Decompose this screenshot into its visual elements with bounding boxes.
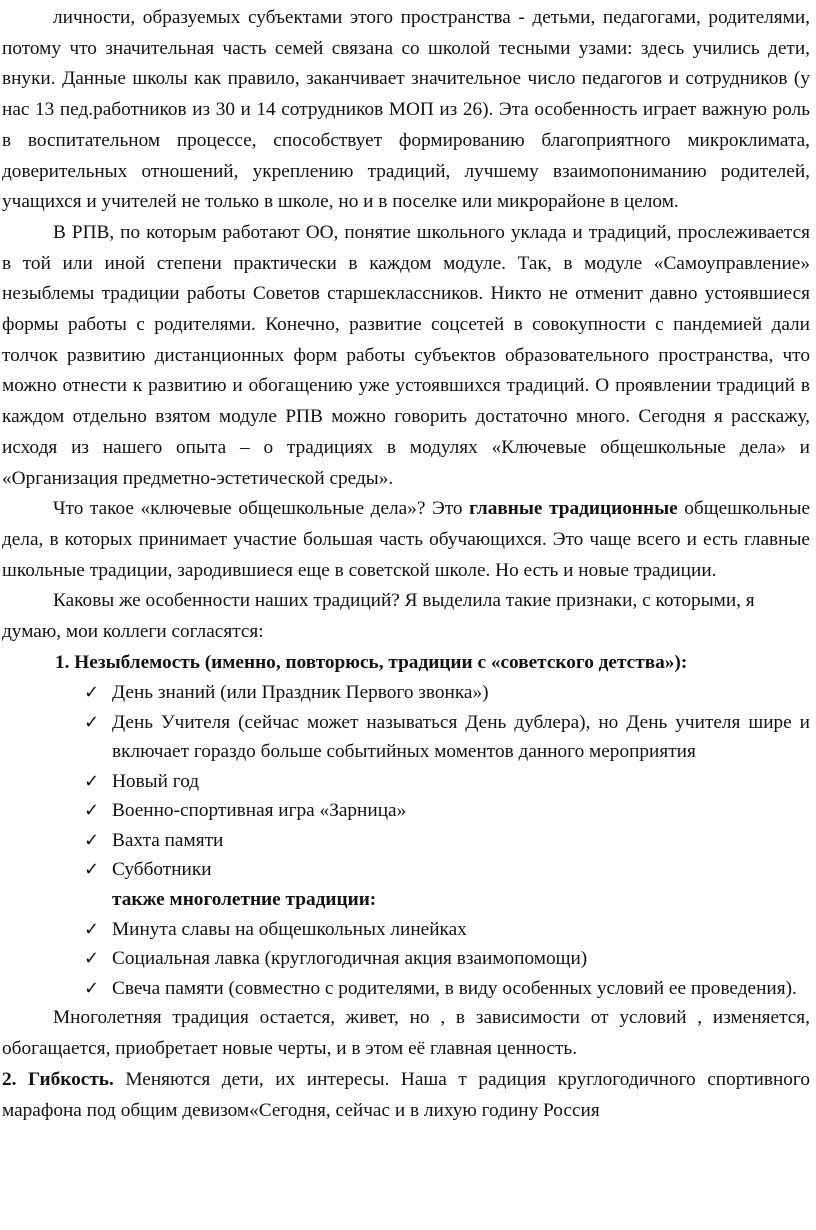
- list-item-text: Минута славы на общешкольных линейках: [112, 918, 467, 940]
- list-item: [84, 767, 810, 797]
- list-item: [84, 915, 810, 945]
- list-item: [84, 855, 810, 885]
- list-item: [84, 708, 810, 767]
- paragraph-flexibility: [2, 1065, 810, 1126]
- subheading-longstanding: также многолетние традиции:: [112, 888, 377, 910]
- list-longstanding-traditions: [2, 915, 810, 1004]
- checkmark-icon: ✓: [84, 682, 100, 704]
- heading-flexibility: 2. Гибкость.: [2, 1068, 114, 1090]
- list-item-text: Военно-спортивная игра «Зарница»: [112, 800, 407, 822]
- paragraph-rpv-modules: В РПВ, по которым работают ОО, понятие школьного уклада и традиций, прослеживается в той или иной степени практически в каждом модуле. Так, в модуле «Самоуправление» незыблемы традиции работы Советов старшеклассников. Никто не отменит давно устоявшиеся формы работы с родителями. Конечно, развитие соцсетей в совокупности с пандемией дали толчок развитию дистанционных форм работы субъектов образовательного пространства, что можно отнести к развитию и обогащению уже устоявшихся традиций. О проявлении традиций в каждом отдельно взятом модуле РПВ можно говорить достаточно много. Сегодня я расскажу, исходя из нашего опыта – о традициях в модулях «Ключевые общешкольные дела» и «Организация предметно-эстетической среды».: [2, 221, 810, 489]
- list-traditions: [2, 678, 810, 885]
- flexibility-text: Меняются дети, их интересы. Наша т радиция круглогодичного спортивного марафона под общим девизом«Сегодня, сейчас и в лихую годину Россия: [2, 1068, 810, 1121]
- checkmark-icon: ✓: [84, 918, 100, 940]
- list-item: [84, 944, 810, 974]
- checkmark-icon: ✓: [84, 948, 100, 970]
- list-item: [84, 678, 810, 708]
- key-events-text-start: Что такое «ключевые общешкольные дела»? Это: [53, 498, 470, 520]
- list-item-text: День знаний (или Праздник Первого звонка»): [112, 682, 489, 704]
- checkmark-icon: ✓: [84, 711, 100, 733]
- key-events-text-end: общешкольные дела, в которых принимает участие большая часть обучающихся. Это чаще всего и есть главные школьные традиции, зародившиеся еще в советской школе. Но есть и новые традиции.: [2, 498, 811, 581]
- paragraph-features-intro: Каковы же особенности наших традиций? Я выделила такие признаки, с которыми, я думаю, мои коллеги согласятся:: [2, 590, 755, 643]
- paragraph-tradition-value: Многолетняя традиция остается, живет, но , в зависимости от условий , изменяется, обогащается, приобретает новые черты, и в этом её главная ценность.: [2, 1007, 810, 1060]
- key-events-bold-phrase: главные традиционные: [469, 498, 678, 520]
- list-item-text: Свеча памяти (совместно с родителями, в виду особенных условий ее проведения).: [112, 977, 797, 999]
- checkmark-icon: ✓: [84, 859, 100, 881]
- checkmark-icon: ✓: [84, 977, 100, 999]
- list-item-text: День Учителя (сейчас может называться День дублера), но День учителя шире и включает гораздо больше событийных моментов данного мероприятия: [112, 711, 810, 763]
- list-item: [84, 974, 810, 1004]
- checkmark-icon: ✓: [84, 829, 100, 851]
- checkmark-icon: ✓: [84, 800, 100, 822]
- paragraph-community: личности, образуемых субъектами этого пространства - детьми, педагогами, родителями, потому что значительная часть семей связана со школой тесными узами: здесь учились дети, внуки. Данные школы как правило, заканчивает значительное число педагогов и сотрудников (у нас 13 пед.работников из 30 и 14 сотрудников МОП из 26). Эта особенность играет важную роль в воспитательном процессе, способствует формированию благоприятного микроклимата, доверительных отношений, укреплению традиций, лучшему взаимопониманию родителей, учащихся и учителей не только в школе, но и в поселке или микрорайоне в целом.: [2, 7, 810, 213]
- list-item: [84, 796, 810, 826]
- list-item-text: Субботники: [112, 859, 212, 881]
- list-item-text: Вахта памяти: [112, 829, 224, 851]
- heading-immutability: 1. Незыблемость (именно, повторюсь, традиции с «советского детства»):: [55, 651, 688, 673]
- checkmark-icon: ✓: [84, 770, 100, 792]
- paragraph-key-events: [2, 494, 810, 586]
- list-item-text: Социальная лавка (круглогодичная акция взаимопомощи): [112, 948, 588, 970]
- list-item: [84, 826, 810, 856]
- list-item-text: Новый год: [112, 770, 200, 792]
